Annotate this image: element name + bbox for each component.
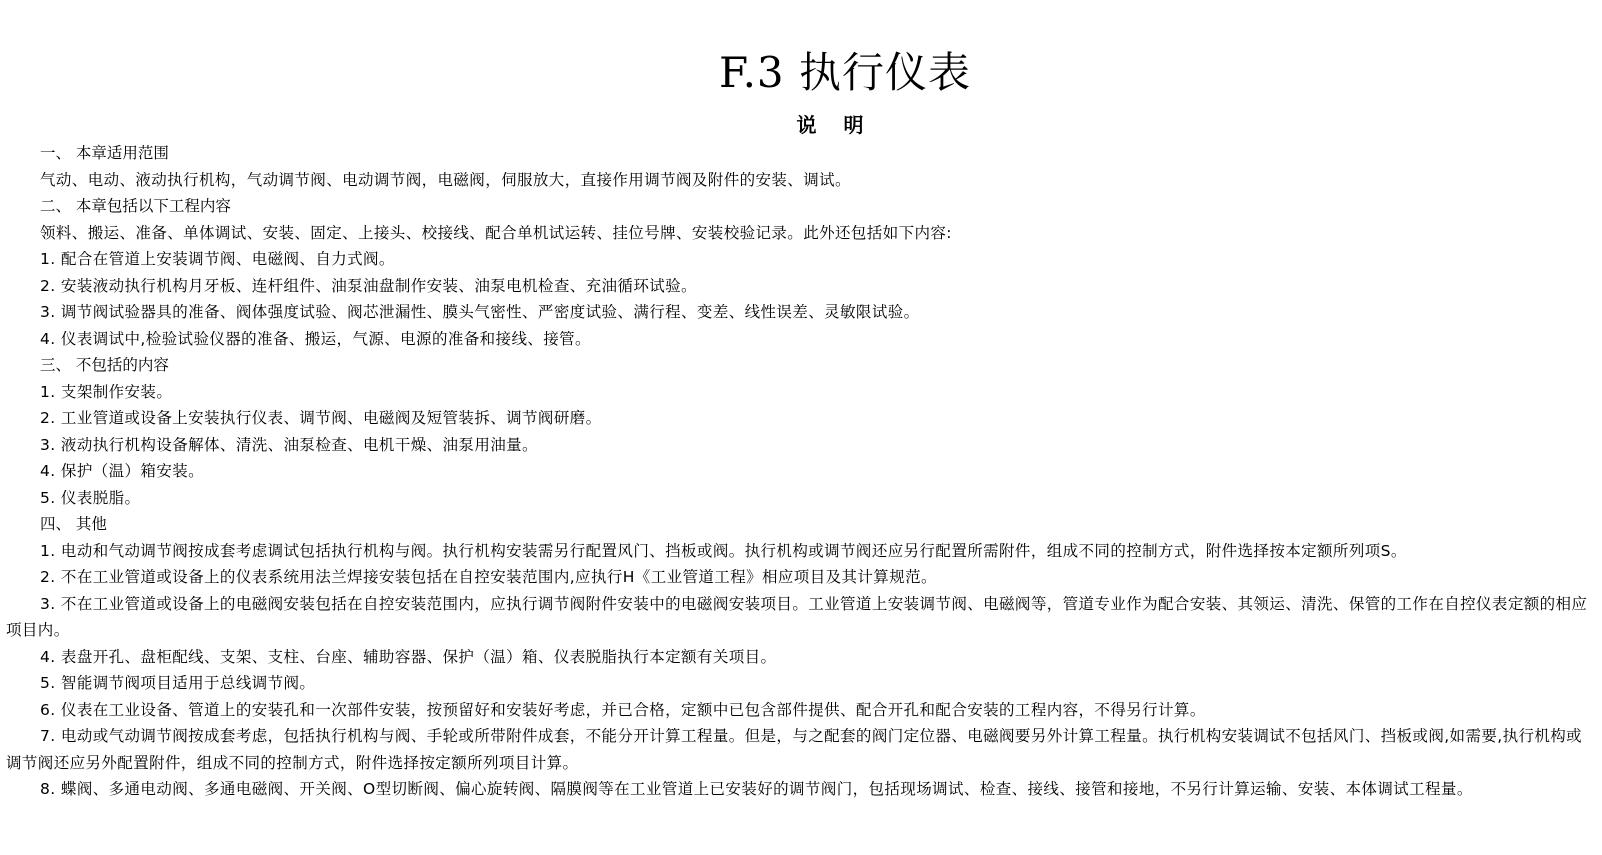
other-item-4: 4. 表盘开孔、盘柜配线、支架、支柱、台座、辅助容器、保护（温）箱、仪表脱脂执行本定额有关项目。: [40, 647, 777, 666]
other-item-6: 6. 仪表在工业设备、管道上的安装孔和一次部件安装，按预留好和安装好考虑，并已合格，定额中已包含部件提供、配合开孔和配合安装的工程内容，不得另行计算。: [40, 700, 1206, 719]
excluded-item-5: 5. 仪表脱脂。: [40, 488, 141, 507]
scope-text: 气动、电动、液动执行机构，气动调节阀、电动调节阀，电磁阀，伺服放大，直接作用调节阀及附件的安装、调试。: [40, 170, 851, 189]
included-item-4: 4. 仪表调试中,检验试验仪器的准备、搬运，气源、电源的准备和接线、接管。: [40, 329, 591, 348]
included-item-3: 3. 调节阀试验器具的准备、阀体强度试验、阀芯泄漏性、膜头气密性、严密度试验、满行程、变差、线性误差、灵敏限试验。: [40, 303, 920, 321]
other-item-2: 2. 不在工业管道或设备上的仪表系统用法兰焊接安装包括在自控安装范围内,应执行H《工业管道工程》相应项目及其计算规范。: [40, 568, 937, 586]
section-heading-other: 四、 其他: [40, 515, 107, 533]
included-item-1: 1. 配合在管道上安装调节阀、电磁阀、自力式阀。: [40, 250, 395, 268]
included-intro: 领料、搬运、准备、单体调试、安装、固定、上接头、校接线、配合单机试运转、挂位号牌、安装校验记录。此外还包括如下内容:: [40, 223, 952, 242]
document-body: [6, 140, 1596, 803]
section-heading-scope: 一、 本章适用范围: [40, 144, 169, 162]
other-item-7: 7. 电动或气动调节阀按成套考虑，包括执行机构与阀、手轮或所带附件成套，不能分开计算工程量。但是，与之配套的阀门定位器、电磁阀要另外计算工程量。执行机构安装调试不包括风门、挡板或阀,如需要,执行机构或调节阀还应另外配置附件，组成不同的控制方式，附件选择按定额所列项目计算。: [6, 727, 1583, 772]
other-item-8: 8. 蝶阀、多通电动阀、多通电磁阀、开关阀、O型切断阀、偏心旋转阀、隔膜阀等在工业管道上已安装好的调节阀门，包括现场调试、检查、接线、接管和接地，不另行计算运输、安装、本体调试工程量。: [40, 780, 1473, 798]
included-item-2: 2. 安装液动执行机构月牙板、连杆组件、油泵油盘制作安装、油泵电机检查、充油循环试验。: [40, 276, 697, 295]
excluded-item-4: 4. 保护（温）箱安装。: [40, 462, 205, 480]
other-item-3: 3. 不在工业管道或设备上的电磁阀安装包括在自控安装范围内，应执行调节阀附件安装中的电磁阀安装项目。工业管道上安装调节阀、电磁阀等，管道专业作为配合安装、其领运、清洗、保管的工作在自控仪表定额的相应项目内。: [6, 594, 1588, 639]
excluded-item-1: 1. 支架制作安装。: [40, 382, 173, 401]
excluded-item-2: 2. 工业管道或设备上安装执行仪表、调节阀、电磁阀及短管装拆、调节阀研磨。: [40, 409, 602, 427]
other-item-1: 1. 电动和气动调节阀按成套考虑调试包括执行机构与阀。执行机构安装需另行配置风门、挡板或阀。执行机构或调节阀还应另行配置所需附件，组成不同的控制方式，附件选择按本定额所列项S。: [40, 541, 1407, 560]
other-item-5: 5. 智能调节阀项目适用于总线调节阀。: [40, 674, 316, 692]
document-title: F.3 执行仪表: [718, 48, 972, 97]
section-heading-included: 二、 本章包括以下工程内容: [40, 197, 231, 215]
document-subtitle: 说 明: [796, 113, 874, 137]
excluded-item-3: 3. 液动执行机构设备解体、清洗、油泵检查、电机干燥、油泵用油量。: [40, 435, 538, 454]
section-heading-excluded: 三、 不包括的内容: [40, 356, 169, 374]
